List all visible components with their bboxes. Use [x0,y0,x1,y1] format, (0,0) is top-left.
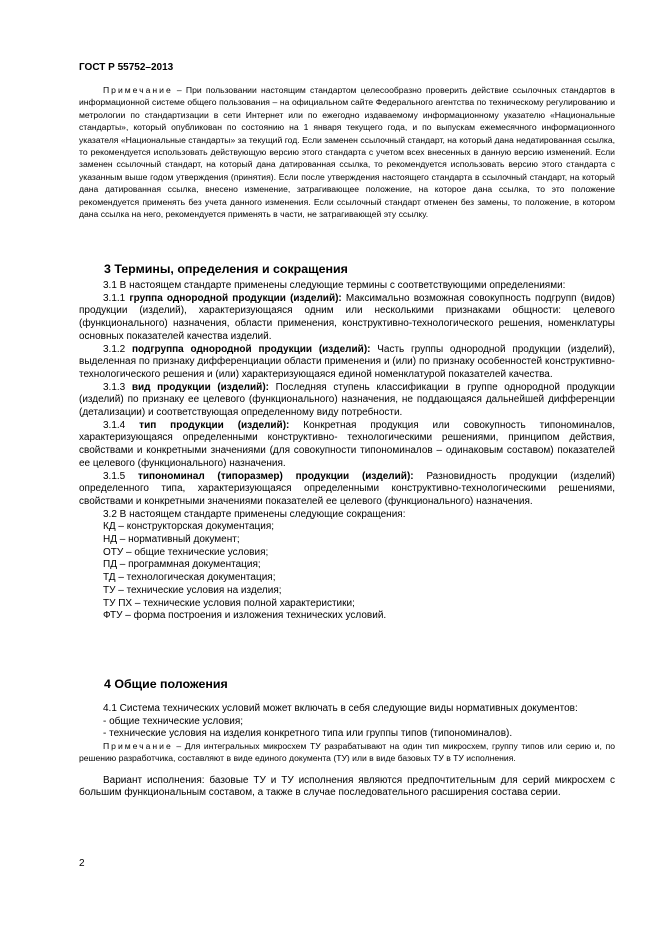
document-header: ГОСТ Р 55752–2013 [79,62,174,73]
abbreviation-item: КД – конструкторская документация; [103,521,275,533]
reference-note [79,84,615,220]
list-item: - общие технические условия; [103,715,244,727]
term-definition: Часть группы однородной продукции (изделий), выделенная по признаку дифференциации области применения и (или) по признаку особенностей конструктивно-технологического решения и (или) характеризующаяся единой номенклатурой показателей качества. [79,343,615,380]
abbreviation-item: ПД – программная документация; [103,559,261,571]
term-paragraph: 3.1.2 подгруппа однородной продукции (изделий): Часть группы однородной продукции (изделий), выделенная по признаку дифференциации области применения и (или) по признаку особенностей конструктивно-технологического решения и (или) характеризующаяся единой номенклатурой показателей качества. [79,343,615,380]
section-4-body [79,703,615,800]
abbreviation-item: ОТУ – общие технические условия; [103,546,269,558]
term-name: тип продукции (изделий): [139,419,290,431]
section-4-variant-paragraph: Вариант исполнения: базовые ТУ и ТУ исполнения являются предпочтительным для серий микросхем с большим функциональным составом, а также в случае последовательного расширения состава серии. [79,774,615,799]
term-definition: Конкретная продукция или совокупность типономиналов, характеризующаяся определенными конструктивно- технологическими решениями, принципом действия, свойствами и конкретными значениями (для совокупности типономиналов – одинаковым составом) показателей ее целевого (функционального) назначения. [79,419,615,469]
abbreviation-item: ТУ ПХ – технические условия полной характеристики; [103,597,355,609]
term-paragraph: 3.1.4 тип продукции (изделий): Конкретная продукция или совокупность типономиналов, характеризующаяся определенными конструктивно- технологическими решениями, принципом действия, свойствами и конкретными значениями (для совокупности типономиналов – одинаковым составом) показателей ее целевого (функционального) назначения. [79,419,615,469]
section-4-paragraph: 4.1 Система технических условий может включать в себя следующие виды нормативных документов: [103,703,578,714]
term-name: типономинал (типоразмер) продукции (изделий): [137,470,414,482]
term-name: вид продукции (изделий): [131,381,269,393]
section-3-body [79,280,615,623]
section-3-heading: 3 Термины, определения и сокращения [104,262,348,276]
list-item: - технические условия на изделия конкретного типа или группы типов (типономиналов). [103,728,513,740]
note-label: Примечание [103,85,173,95]
section-4-heading: 4 Общие положения [104,677,228,691]
term-name: подгруппа однородной продукции (изделий): [132,343,371,355]
term-definition: Максимально возможная совокупность подгрупп (видов) продукции (изделий), характеризующаяся одним или несколькими признаками общности: целевого (функционального) назначения, области применения, конструктивно-технологического решения, номенклатуры основных показателей качества изделий. [79,292,615,342]
note-label: Примечание [103,741,173,752]
abbreviation-item: ТД – технологическая документация; [103,572,276,584]
section-4-note [79,741,615,765]
term-definition: Последняя ступень классификации в группе однородной продукции (изделий) по признаку ее целевого (функционального) назначения, не поддающаяся дальнейшей дифференции (детализации) и соответствующая определенному виду потребности. [79,381,616,419]
note-text: – При пользовании настоящим стандартом целесообразно проверить действие ссылочных стандартов в информационной системе общего пользования – на официальном сайте Федерального агентства по техническому регулированию и метрологии по стандартизации в сети Интернет или по ежегодно издаваемому информационному указателю «Национальные стандарты», который опубликован по состоянию на 1 января текущего года, и по выпускам ежемесячного информационного указателя «Национальные стандарты» за текущий год. Если заменен ссылочный стандарт, на который дана недатированная ссылка, то рекомендуется использовать действующую версию этого стандарта с учетом всех внесенных в данную версию изменений. Если заменен ссылочный стандарт, на который дана датированная ссылка, то рекомендуется использовать версию этого стандарта с указанным выше годом утверждения (принятия). Если после утверждения настоящего стандарта в ссылочный стандарт, на который дана датированная ссылка, внесено изменение, затрагивающее положение, на которое дана ссылка, то это положение рекомендуется применять без учета данного изменения. Если ссылочный стандарт отменен без замены, то положение, в котором дана ссылка на него, рекомендуется применять в части, не затрагивающей эту ссылку. [79,85,615,220]
abbreviations-intro: 3.2 В настоящем стандарте применены следующие сокращения: [103,508,406,520]
abbreviation-item: ТУ – технические условия на изделия; [103,584,282,596]
abbreviation-item: ФТУ – форма построения и изложения технических условий. [103,610,387,622]
term-paragraph: 3.1.5 типономинал (типоразмер) продукции (изделий): Разновидность продукции (изделий) определенного типа, характеризующаяся определенными конструктивно-технологическими решениями, свойствами и конкретными значениями показателей ее целевого (функционального) назначения. [79,470,615,507]
term-paragraph: 3.1.3 вид продукции (изделий): Последняя ступень классификации в группе однородной продукции (изделий) по признаку ее целевого (функционального) назначения, не поддающаяся дальнейшей дифференции (детализации) и соответствующая определенному виду потребности. [79,381,616,419]
page-number: 2 [79,858,85,869]
term-definition: Разновидность продукции (изделий) определенного типа, характеризующаяся определенными конструктивно-технологическими решениями, свойствами и конкретными значениями показателей ее целевого (функционального) назначения. [79,470,615,507]
term-paragraph: 3.1.1 группа однородной продукции (изделий): Максимально возможная совокупность подгрупп (видов) продукции (изделий), характеризующаяся одним или несколькими признаками общности: целевого (функционального) назначения, области применения, конструктивно-технологического решения, номенклатуры основных показателей качества изделий. [79,292,615,342]
section-3-intro: 3.1 В настоящем стандарте применены следующие термины с соответствующими определениями: [103,280,566,291]
abbreviation-item: НД – нормативный документ; [103,534,240,546]
note-text: – Для интегральных микросхем ТУ разрабатывают на один тип микросхем, группу типов или серию и, по решению разработчика, составляют в виде единого документа (ТУ) или в виде базовых ТУ в ТУ исполнения. [79,741,615,763]
term-name: группа однородной продукции (изделий): [129,292,342,304]
